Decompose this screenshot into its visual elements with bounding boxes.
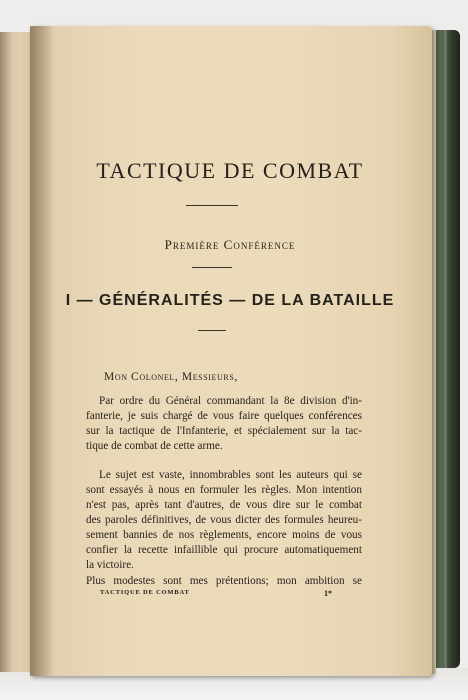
footer-signature-title: TACTIQUE DE COMBAT bbox=[100, 589, 190, 596]
body-line: sur la tactique de l'Infanterie, et spécialement sur la tac- bbox=[86, 425, 362, 437]
page-title: TACTIQUE DE COMBAT bbox=[96, 158, 364, 183]
body-line: sement bannies de nos règlements, encore moins de vous bbox=[86, 529, 362, 541]
cover-highlight bbox=[444, 30, 447, 668]
page-subtitle: Première Conférence bbox=[164, 237, 296, 252]
salutation: Mon Colonel, Messieurs, bbox=[104, 371, 238, 383]
body-line: Plus modestes sont mes prétentions; mon ambition se bbox=[86, 575, 362, 587]
body-line: Le sujet est vaste, innombrables sont les auteurs qui se bbox=[99, 469, 362, 481]
body-line: Par ordre du Général commandant la 8e division d'in- bbox=[99, 395, 362, 407]
title-rule bbox=[186, 205, 238, 206]
left-page-shadow bbox=[0, 32, 12, 672]
body-line: sont essayés à nous en formuler les règles. Mon intention bbox=[86, 484, 362, 496]
body-line: la victoire. bbox=[86, 559, 134, 571]
body-line: confier la recette infaillible qui procure automatiquement bbox=[86, 544, 362, 556]
section-heading: I — GÉNÉRALITÉS — DE LA BATAILLE bbox=[65, 292, 395, 309]
page-gutter-shadow bbox=[30, 26, 54, 676]
body-line: des paroles définitives, de vous dicter des formules heureu- bbox=[86, 514, 362, 526]
heading-rule bbox=[198, 330, 226, 331]
body-line: fanterie, je suis chargé de vous faire quelques conférences bbox=[86, 410, 362, 422]
body-line: n'est pas, après tant d'autres, de vous dire sur le combat bbox=[86, 499, 362, 511]
subtitle-rule bbox=[192, 267, 232, 268]
body-line: tique de combat de cette arme. bbox=[86, 440, 223, 452]
footer-signature-mark: 1* bbox=[324, 589, 332, 598]
